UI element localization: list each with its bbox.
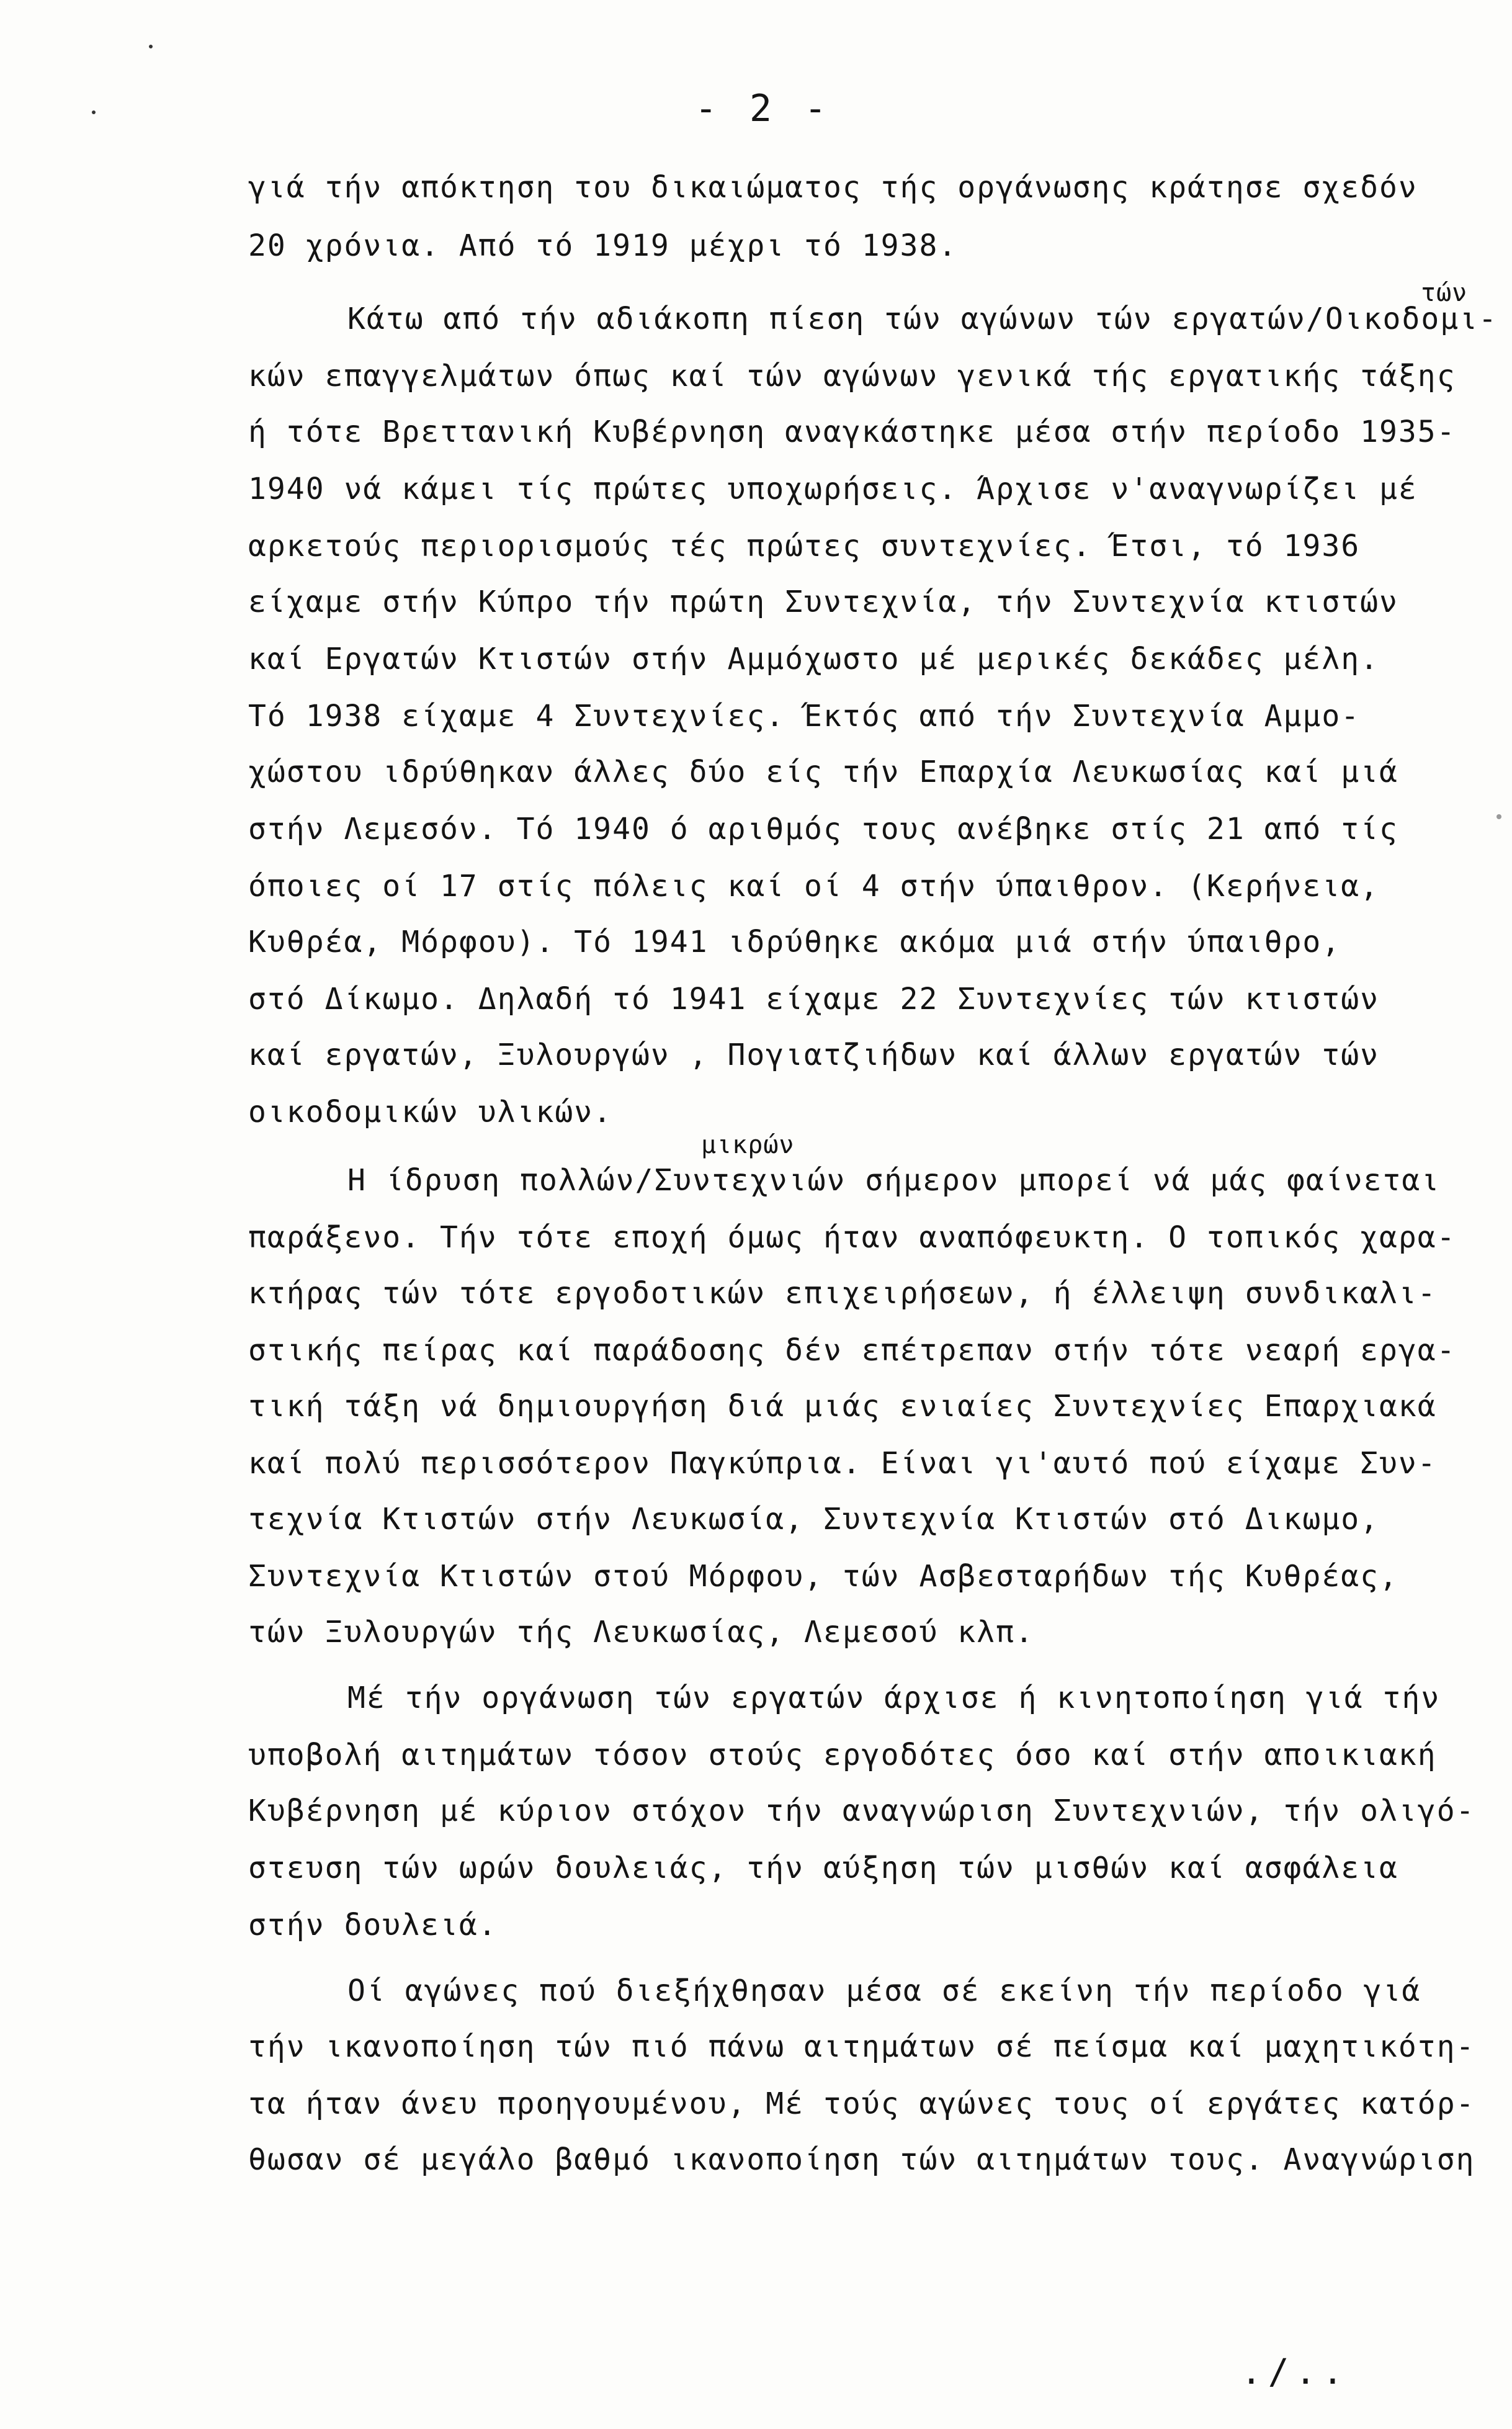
scan-speck: [1496, 814, 1501, 819]
text-line: κτήρας τών τότε εργοδοτικών επιχειρήσεων, ή έλλειψη συνδικαλι-: [248, 1276, 1437, 1311]
text-line: τα ήταν άνευ προηγουμένου, Μέ τούς αγώνες τους οί εργάτες κατόρ-: [248, 2086, 1475, 2121]
text-line: στευση τών ωρών δουλειάς, τήν αύξηση τών μισθών καί ασφάλεια: [248, 1851, 1398, 1885]
text-line: Κάτω από τήν αδιάκοπη πίεση τών αγώνων τών εργατών/Οικοδομι-: [347, 302, 1498, 336]
text-line: Κυβέρνηση μέ κύριον στόχον τήν αναγνώριση Συντεχνιών, τήν ολιγό-: [248, 1794, 1475, 1828]
text-line: θωσαν σέ μεγάλο βαθμό ικανοποίηση τών αιτημάτων τους. Αναγνώριση: [248, 2142, 1475, 2177]
page-number: - 2 -: [694, 87, 832, 130]
text-line: ή τότε Βρεττανική Κυβέρνηση αναγκάστηκε μέσα στήν περίοδο 1935-: [248, 415, 1456, 449]
text-line: χώστου ιδρύθηκαν άλλες δύο είς τήν Επαρχία Λευκωσίας καί μιά: [248, 755, 1398, 789]
handwritten-insertion: μικρών: [701, 1131, 795, 1159]
text-line: τήν ικανοποίηση τών πιό πάνω αιτημάτων σέ πείσμα καί μαχητικότη-: [248, 2029, 1475, 2064]
text-line: όποιες οί 17 στίς πόλεις καί οί 4 στήν ύπαιθρον. (Κερήνεια,: [248, 869, 1380, 904]
handwritten-insertion: τών: [1421, 279, 1468, 307]
text-line: τών Ξυλουργών τής Λευκωσίας, Λεμεσού κλπ.: [248, 1615, 1034, 1650]
text-line: στικής πείρας καί παράδοσης δέν επέτρεπαν στήν τότε νεαρή εργα-: [248, 1333, 1456, 1368]
text-line: Οί αγώνες πού διεξήχθησαν μέσα σέ εκείνη τήν περίοδο γιά: [347, 1973, 1421, 2008]
text-line: κών επαγγελμάτων όπως καί τών αγώνων γενικά τής εργατικής τάξης: [248, 359, 1456, 393]
text-line: Τό 1938 είχαμε 4 Συντεχνίες. Έκτός από τήν Συντεχνία Αμμο-: [248, 699, 1361, 734]
text-line: στήν δουλειά.: [248, 1908, 498, 1942]
text-line: στήν Λεμεσόν. Τό 1940 ό αριθμός τους ανέβηκε στίς 21 από τίς: [248, 812, 1398, 846]
scan-speck: [92, 110, 96, 114]
text-line: τική τάξη νά δημιουργήση διά μιάς ενιαίες Συντεχνίες Επαρχιακά: [248, 1389, 1437, 1424]
scan-speck: [149, 45, 153, 48]
text-line: είχαμε στήν Κύπρο τήν πρώτη Συντεχνία, τήν Συντεχνία κτιστών: [248, 585, 1398, 619]
text-line: Η ίδρυση πολλών/Συντεχνιών σήμερον μπορεί νά μάς φαίνεται: [347, 1163, 1441, 1198]
text-line: αρκετούς περιορισμούς τές πρώτες συντεχνίες. Έτσι, τό 1936: [248, 529, 1361, 563]
text-line: καί πολύ περισσότερον Παγκύπρια. Είναι γι'αυτό πού είχαμε Συν-: [248, 1446, 1437, 1481]
text-line: 20 χρόνια. Από τό 1919 μέχρι τό 1938.: [248, 228, 958, 263]
text-line: στό Δίκωμο. Δηλαδή τό 1941 είχαμε 22 Συντεχνίες τών κτιστών: [248, 982, 1380, 1017]
text-line: υποβολή αιτημάτων τόσον στούς εργοδότες όσο καί στήν αποικιακή: [248, 1738, 1437, 1772]
text-line: γιά τήν απόκτηση του δικαιώματος τής οργάνωσης κράτησε σχεδόν: [248, 170, 1418, 205]
text-line: παράξενο. Τήν τότε εποχή όμως ήταν αναπόφευκτη. Ο τοπικός χαρα-: [248, 1220, 1456, 1255]
text-line: καί Εργατών Κτιστών στήν Αμμόχωστο μέ μερικές δεκάδες μέλη.: [248, 642, 1380, 676]
text-line: καί εργατών, Ξυλουργών , Πογιατζιήδων καί άλλων εργατών τών: [248, 1038, 1380, 1072]
text-line: Μέ τήν οργάνωση τών εργατών άρχισε ή κινητοποίηση γιά τήν: [347, 1681, 1441, 1715]
text-line: 1940 νά κάμει τίς πρώτες υποχωρήσεις. Άρχισε ν'αναγνωρίζει μέ: [248, 472, 1418, 506]
text-line: Κυθρέα, Μόρφου). Τό 1941 ιδρύθηκε ακόμα μιά στήν ύπαιθρο,: [248, 925, 1341, 959]
text-line: τεχνία Κτιστών στήν Λευκωσία, Συντεχνία Κτιστών στό Δικωμο,: [248, 1502, 1380, 1537]
continuation-mark: ./..: [1241, 2352, 1349, 2392]
text-line: οικοδομικών υλικών.: [248, 1095, 613, 1129]
text-line: Συντεχνία Κτιστών στού Μόρφου, τών Ασβεσταρήδων τής Κυθρέας,: [248, 1559, 1398, 1594]
